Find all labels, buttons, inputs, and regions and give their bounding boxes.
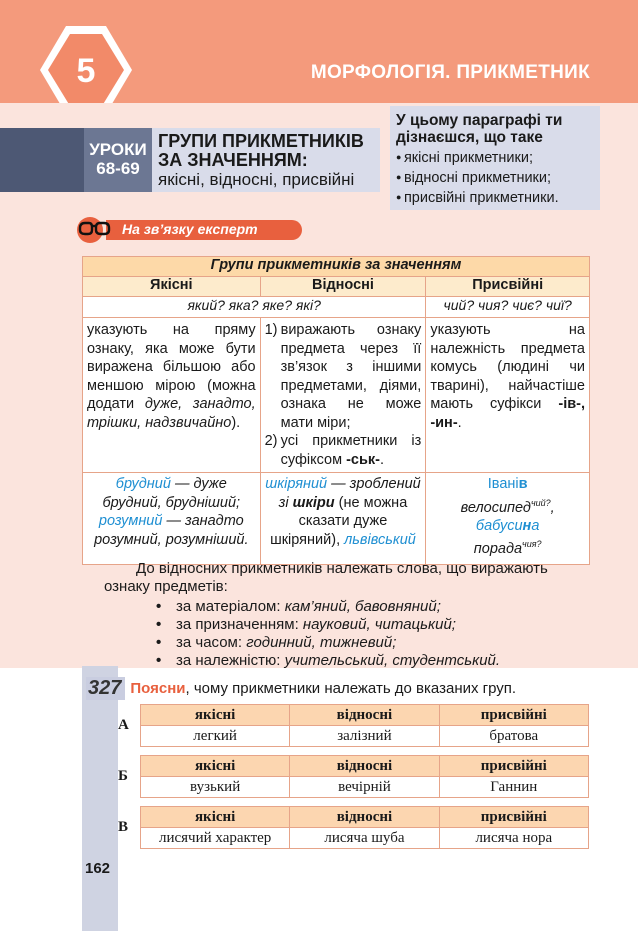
exercise-row-label: Б bbox=[118, 768, 128, 784]
example-word: брудний bbox=[115, 476, 171, 492]
relative-item-2-num: 2) bbox=[264, 433, 278, 449]
examples-qualitative bbox=[83, 473, 261, 565]
goals-intro: У цьому параграфі ти дізнаєшся, що таке bbox=[396, 112, 563, 146]
margin-strip bbox=[82, 666, 118, 931]
expert-tag bbox=[76, 220, 302, 240]
desc-qualitative bbox=[83, 318, 261, 473]
lesson-header bbox=[0, 128, 380, 192]
lesson-label-line1: УРОКИ bbox=[89, 140, 147, 159]
possessive-example-1 bbox=[429, 475, 586, 494]
lesson-label bbox=[84, 140, 152, 178]
questions-possessive: чий? чия? чиє? чиї? bbox=[426, 297, 590, 318]
note-list bbox=[156, 598, 554, 670]
ex-header: присвійні bbox=[439, 705, 588, 726]
desc-qualitative-words: дуже, занадто, трішки, надзвичайно bbox=[87, 396, 256, 431]
example-comma: , bbox=[550, 499, 555, 516]
desc-possessive-end: . bbox=[457, 414, 462, 431]
example-text: — дуже брудний, брудніший; bbox=[102, 476, 241, 511]
desc-possessive-text: указують на належність предмета комусь (людині чи тварині), найчастіше мають суфікси bbox=[430, 322, 585, 412]
example-word: Івані bbox=[487, 476, 519, 492]
desc-qualitative-end: ). bbox=[231, 414, 241, 431]
note-item bbox=[156, 652, 554, 670]
glasses-icon bbox=[76, 216, 116, 244]
goals-item: ● якісні прикметники; bbox=[396, 148, 594, 168]
note-item bbox=[156, 598, 554, 616]
desc-relative bbox=[260, 318, 426, 473]
lesson-label-line2: 68-69 bbox=[96, 159, 140, 178]
relative-item-2-text bbox=[281, 432, 422, 469]
relative-note bbox=[104, 560, 554, 670]
groups-table bbox=[82, 256, 590, 565]
desc-qualitative-text: указують на пряму ознаку, яка може бути виражена більшою або меншою мірою (можна додати bbox=[87, 322, 256, 412]
example-word: львівський bbox=[344, 531, 416, 548]
exercise-row-label: В bbox=[118, 819, 129, 835]
example-text: — зроблений зі bbox=[278, 476, 421, 511]
example-suffix: в bbox=[518, 476, 528, 492]
ex-header: якісні bbox=[141, 807, 290, 828]
note-item-label: за матеріалом: bbox=[176, 598, 281, 615]
relative-item-2 bbox=[265, 432, 422, 469]
header-relative: Відносні bbox=[260, 277, 426, 297]
examples-relative bbox=[260, 473, 426, 565]
expert-label: На зв’язку експерт bbox=[122, 221, 258, 237]
example-ending: а bbox=[531, 517, 540, 534]
groups-table-wrap bbox=[82, 256, 590, 565]
groups-table-caption: Групи прикметників за значенням bbox=[83, 257, 590, 277]
ex-cell: лисячий характер bbox=[141, 828, 290, 849]
ex-header: відносні bbox=[290, 705, 439, 726]
example-word: шкіряний bbox=[265, 476, 328, 492]
exercise-table-b bbox=[140, 755, 589, 798]
example-suffix: н bbox=[522, 517, 532, 534]
desc-possessive bbox=[426, 318, 590, 473]
note-item-label: за часом: bbox=[176, 634, 243, 651]
paragraph-goals bbox=[390, 106, 600, 210]
chapter-number: 5 bbox=[76, 52, 96, 90]
exercise-number: 327 bbox=[86, 677, 125, 700]
example-question: чия? bbox=[522, 539, 542, 550]
possessive-example-2-noun bbox=[429, 535, 586, 558]
note-item-examples: годинний, тижневий; bbox=[246, 634, 397, 651]
relative-item-2-b: . bbox=[380, 451, 385, 468]
note-item-label: за призначенням: bbox=[176, 616, 299, 633]
lesson-subtitle: якісні, відносні, присвійні bbox=[158, 170, 355, 189]
relative-item-1-num: 1) bbox=[264, 322, 278, 338]
header-possessive: Присвійні bbox=[426, 277, 590, 297]
exercise-table-a bbox=[140, 704, 589, 747]
note-item-examples: науковий, читацький; bbox=[302, 616, 456, 633]
ex-cell: лисяча шуба bbox=[290, 828, 439, 849]
ex-header: відносні bbox=[290, 807, 439, 828]
ex-header: присвійні bbox=[439, 756, 588, 777]
note-item bbox=[156, 616, 554, 634]
relative-item-1 bbox=[265, 321, 422, 432]
lesson-title: ГРУПИ ПРИКМЕТНИКІВ ЗА ЗНАЧЕННЯМ: bbox=[158, 131, 364, 170]
example-bold: шкіри bbox=[292, 494, 335, 511]
exercise-header bbox=[86, 677, 516, 700]
note-item-examples: учительський, студентський. bbox=[284, 652, 501, 669]
ex-cell: Ганнин bbox=[439, 777, 588, 798]
ex-header: відносні bbox=[290, 756, 439, 777]
examples-possessive bbox=[426, 473, 590, 565]
ex-cell: залізний bbox=[290, 726, 439, 747]
example-word: бабуси bbox=[475, 517, 523, 534]
ex-cell: легкий bbox=[141, 726, 290, 747]
chapter-title: МОРФОЛОГІЯ. ПРИКМЕТНИК bbox=[310, 62, 590, 83]
goals-item: ● присвійні прикметники. bbox=[396, 188, 594, 208]
exercise-table-c bbox=[140, 806, 589, 849]
lesson-label-bg-dark bbox=[0, 128, 84, 192]
header-qualitative: Якісні bbox=[83, 277, 261, 297]
exercise-text: , чому прикметники належать до вказаних груп. bbox=[185, 680, 517, 697]
example-noun: велосипед bbox=[460, 499, 531, 516]
questions-qual-rel: який? яка? яке? які? bbox=[83, 297, 426, 318]
ex-cell: братова bbox=[439, 726, 588, 747]
page-number: 162 bbox=[85, 860, 111, 877]
example-word: розумний bbox=[98, 513, 163, 529]
example-noun: порада bbox=[473, 541, 523, 558]
ex-cell: лисяча нора bbox=[439, 828, 588, 849]
possessive-suffixes: -ів-, -ин- bbox=[430, 396, 585, 431]
goals-list bbox=[396, 148, 594, 208]
goals-item: ● відносні прикметники; bbox=[396, 168, 594, 188]
note-paragraph: До відносних прикметників належать слова, що виражають ознаку предметів: bbox=[104, 560, 548, 595]
example-question: чий? bbox=[530, 497, 551, 508]
lesson-title-panel bbox=[152, 128, 380, 192]
possessive-example-2 bbox=[429, 517, 586, 536]
exercise-row-label: А bbox=[118, 717, 129, 733]
relative-list bbox=[265, 321, 422, 469]
ex-header: присвійні bbox=[439, 807, 588, 828]
possessive-example-1-noun bbox=[429, 494, 586, 517]
exercise-verb: Поясни bbox=[130, 680, 186, 697]
relative-suffix: -ськ- bbox=[346, 451, 380, 468]
relative-item-1-text: виражають ознаку предмета через її зв’язок з іншими предметами, діями, ознака не може мати міри; bbox=[280, 322, 422, 431]
ex-header: якісні bbox=[141, 705, 290, 726]
example-text: (не можна сказати дуже шкіряний), bbox=[270, 494, 408, 548]
note-item-label: за належністю: bbox=[176, 652, 281, 669]
ex-cell: вечірній bbox=[290, 777, 439, 798]
ex-header: якісні bbox=[141, 756, 290, 777]
note-item-examples: кам’яний, бавовняний; bbox=[284, 598, 441, 615]
note-item bbox=[156, 634, 554, 652]
ex-cell: вузький bbox=[141, 777, 290, 798]
relative-item-2-a: усі прикметники із суфіксом bbox=[280, 433, 422, 468]
example-text: — занадто розумний, розумніший. bbox=[94, 513, 249, 548]
